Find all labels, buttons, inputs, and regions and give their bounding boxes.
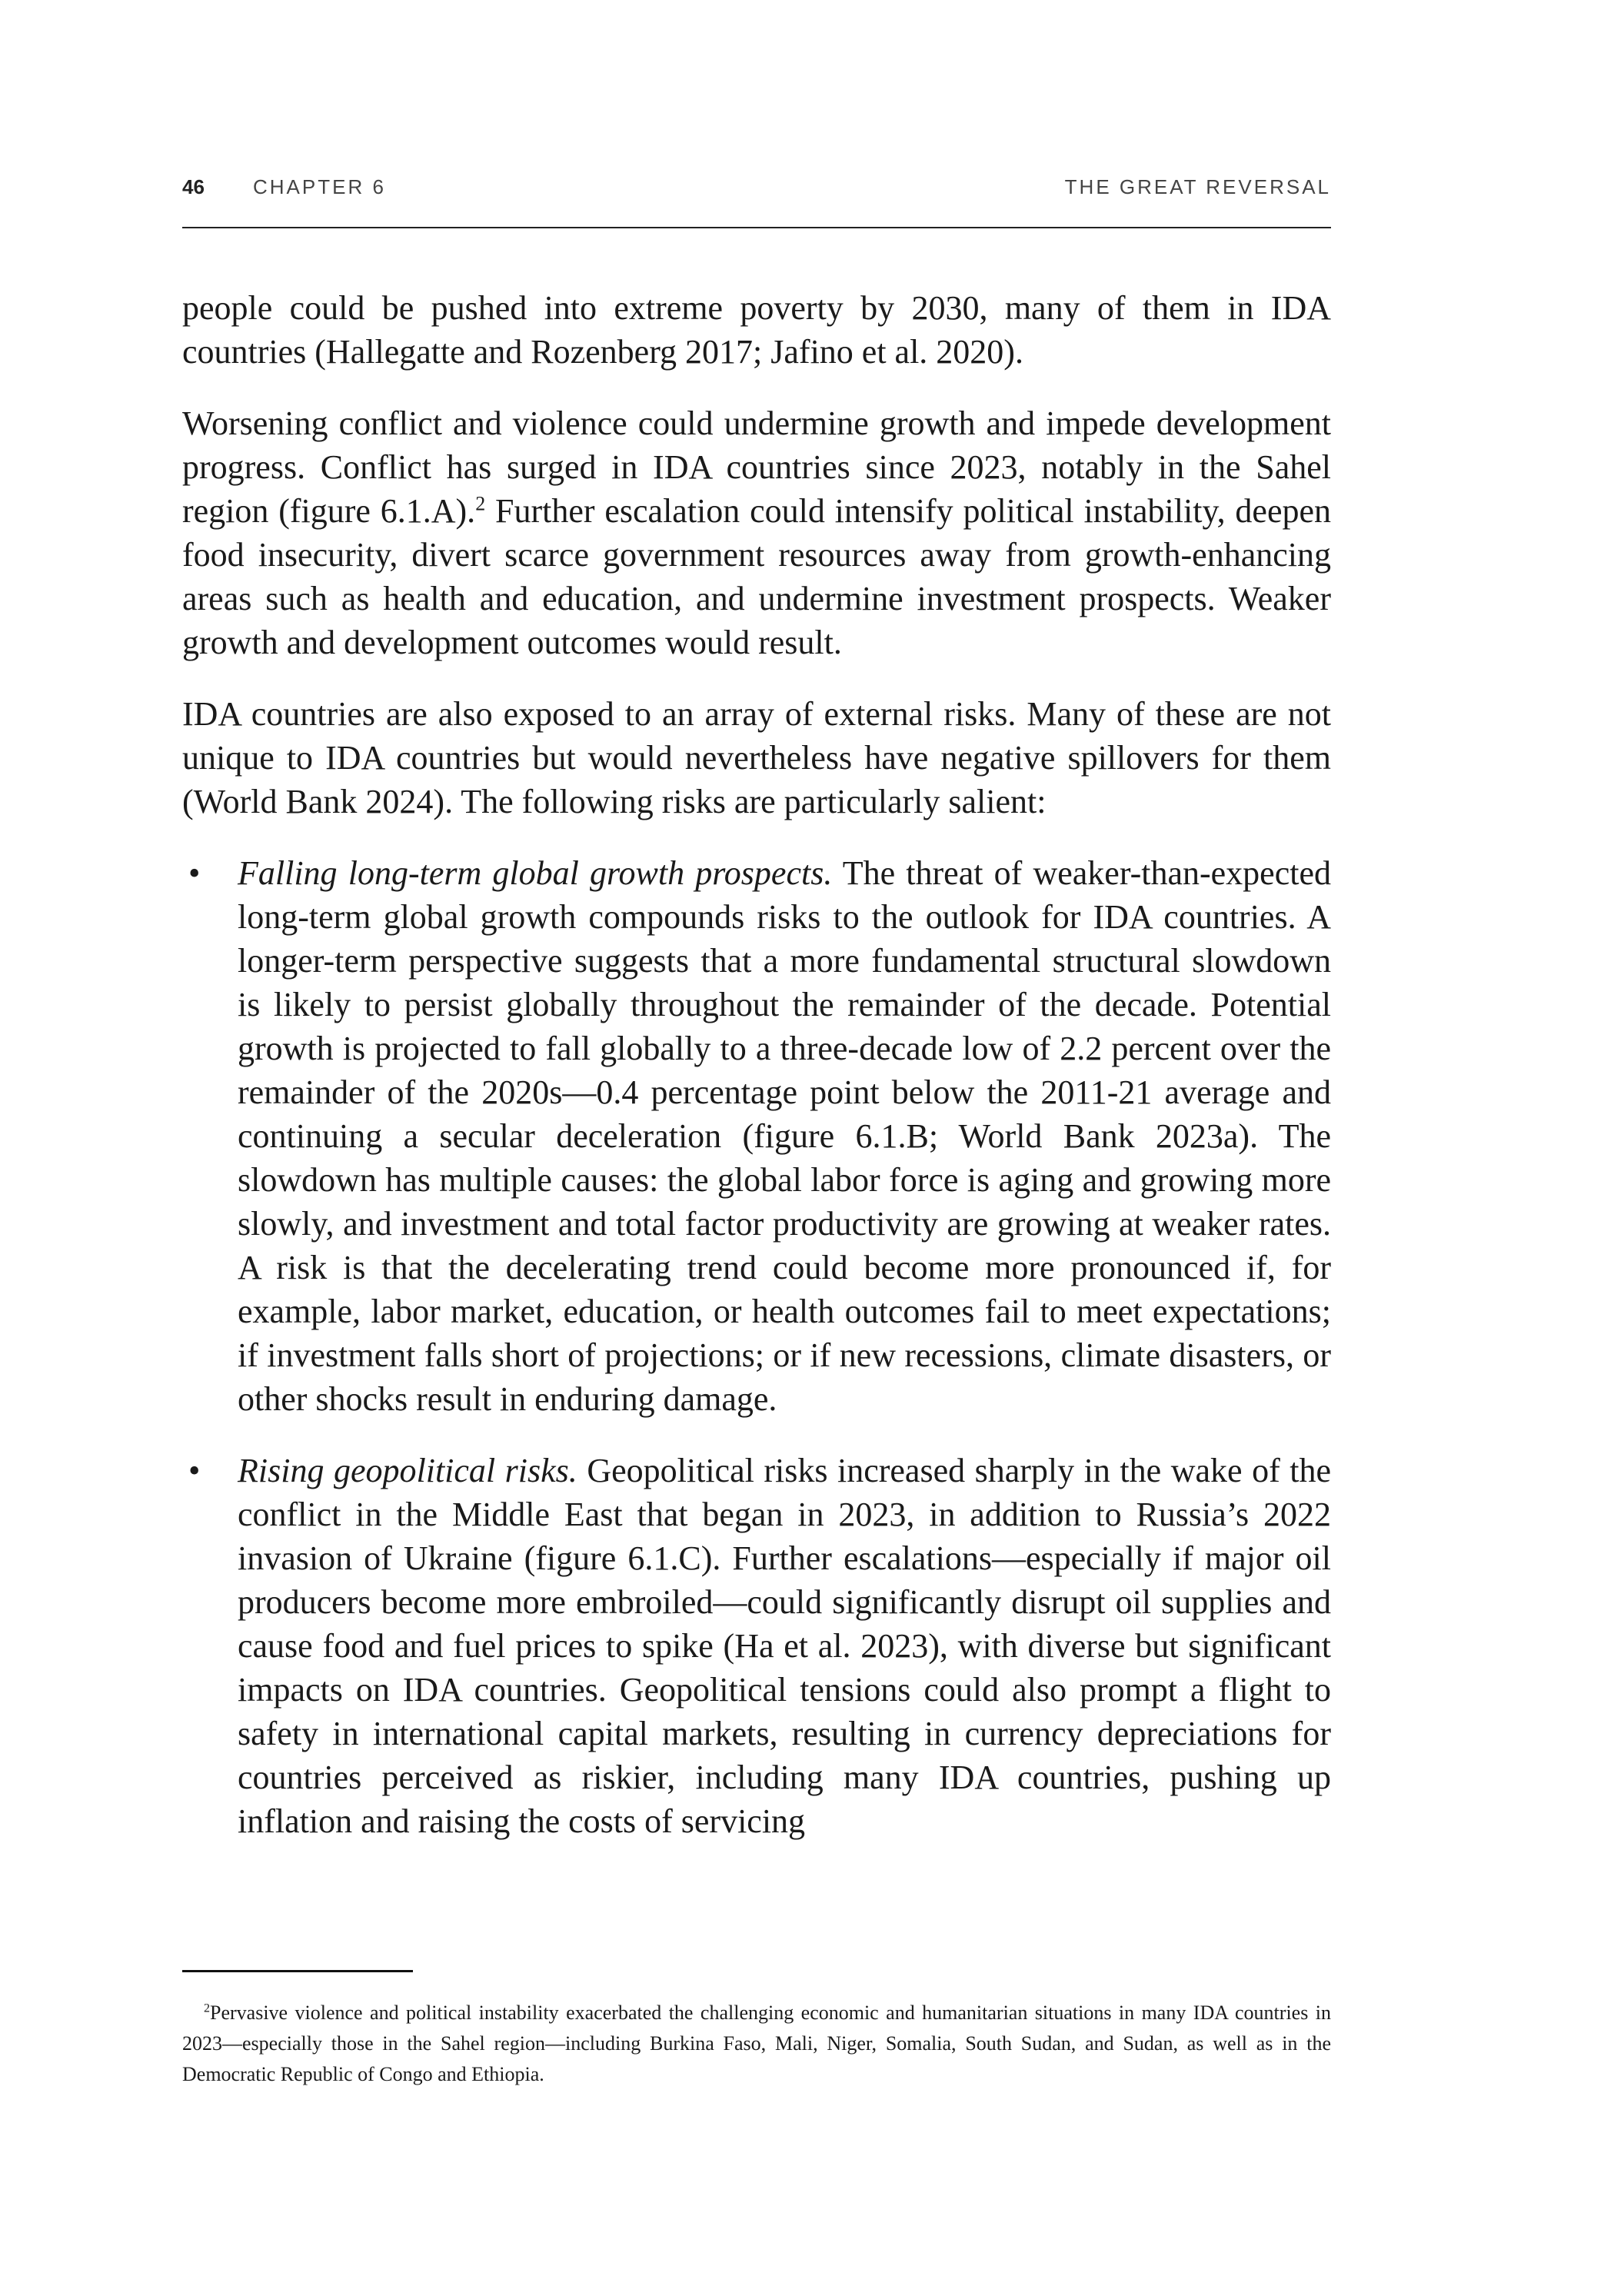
bullet-icon: • (188, 1452, 201, 1489)
bullet-text: The threat of weaker-than-expected long-term global growth compounds risks to the outlook for IDA countries. A longer-term perspective suggests that a more fundamental structural slowdown is likely to persist globally throughout the remainder of the decade. Potential growth is projected to fall globally to a three-decade low of 2.2 percent over the remainder of the 2020s—0.4 percentage point below the 2011-21 average and continuing a secular deceleration (figure 6.1.B; World Bank 2023a). The slowdown has multiple causes: the global labor force is aging and growing more slowly, and investment and total factor productivity are growing at weaker rates. A risk is that the decelerating trend could become more pronounced if, for example, labor market, education, or health outcomes fail to meet expectations; if investment falls short of projections; or if new recessions, climate disasters, or other shocks result in enduring damage. (238, 854, 1331, 1418)
paragraph-text: Further escalation could intensify political instability, deepen food insecurity, divert scarce government resources away from growth-enhancing areas such as health and education, and undermine investment prospects. Weaker growth and development outcomes would result. (182, 492, 1331, 661)
page-number: 46 (182, 175, 205, 198)
paragraph (182, 401, 1331, 664)
bullet-lead: Falling long-term global growth prospects. (238, 854, 833, 892)
paragraph: people could be pushed into extreme poverty by 2030, many of them in IDA countries (Hallegatte and Rozenberg 2017; Jafino et al. 2020). (182, 289, 1331, 371)
bullet-item (182, 1449, 1331, 1843)
paragraph-text: Worsening conflict and violence could undermine growth and impede development progress. Conflict has surged in IDA countries since 2023, notably in the Sahel region (figure 6.1.A). (182, 404, 1331, 530)
running-header (182, 175, 1331, 206)
paragraph: IDA countries are also exposed to an array of external risks. Many of these are not unique to IDA countries but would nevertheless have negative spillovers for them (World Bank 2024). The following risks are particularly salient: (182, 695, 1331, 820)
footnote-reference[interactable]: 2 (475, 492, 486, 515)
bullet-item (182, 851, 1331, 1421)
bullet-lead: Rising geopolitical risks. (238, 1452, 577, 1489)
book-title: THE GREAT REVERSAL (1064, 175, 1331, 198)
header-divider (182, 227, 1331, 228)
bullet-text: Geopolitical risks increased sharply in the wake of the conflict in the Middle East that began in 2023, in addition to Russia’s 2022 invasion of Ukraine (figure 6.1.C). Further escalations—especially if major oil producers become more embroiled—could significantly disrupt oil supplies and cause food and fuel prices to spike (Ha et al. 2023), with diverse but significant impacts on IDA countries. Geopolitical tensions could also prompt a flight to safety in international capital markets, resulting in currency depreciations for countries perceived as riskier, including many IDA countries, pushing up inflation and raising the costs of servicing (238, 1452, 1331, 1840)
footnote-text: Pervasive violence and political instability exacerbated the challenging economic and humanitarian situations in many IDA countries in 2023—especially those in the Sahel region—including Burkina Faso, Mali, Niger, Somalia, South Sudan, and Sudan, as well as in the Democratic Republic of Congo and Ethiopia. (182, 2002, 1331, 2085)
chapter-label: CHAPTER 6 (253, 175, 386, 198)
footnote (182, 1998, 1331, 2090)
body-text (182, 286, 1331, 1871)
bullet-icon: • (188, 854, 201, 892)
footnote-marker: 2 (204, 2002, 210, 2015)
footnote-divider (182, 1970, 413, 1972)
